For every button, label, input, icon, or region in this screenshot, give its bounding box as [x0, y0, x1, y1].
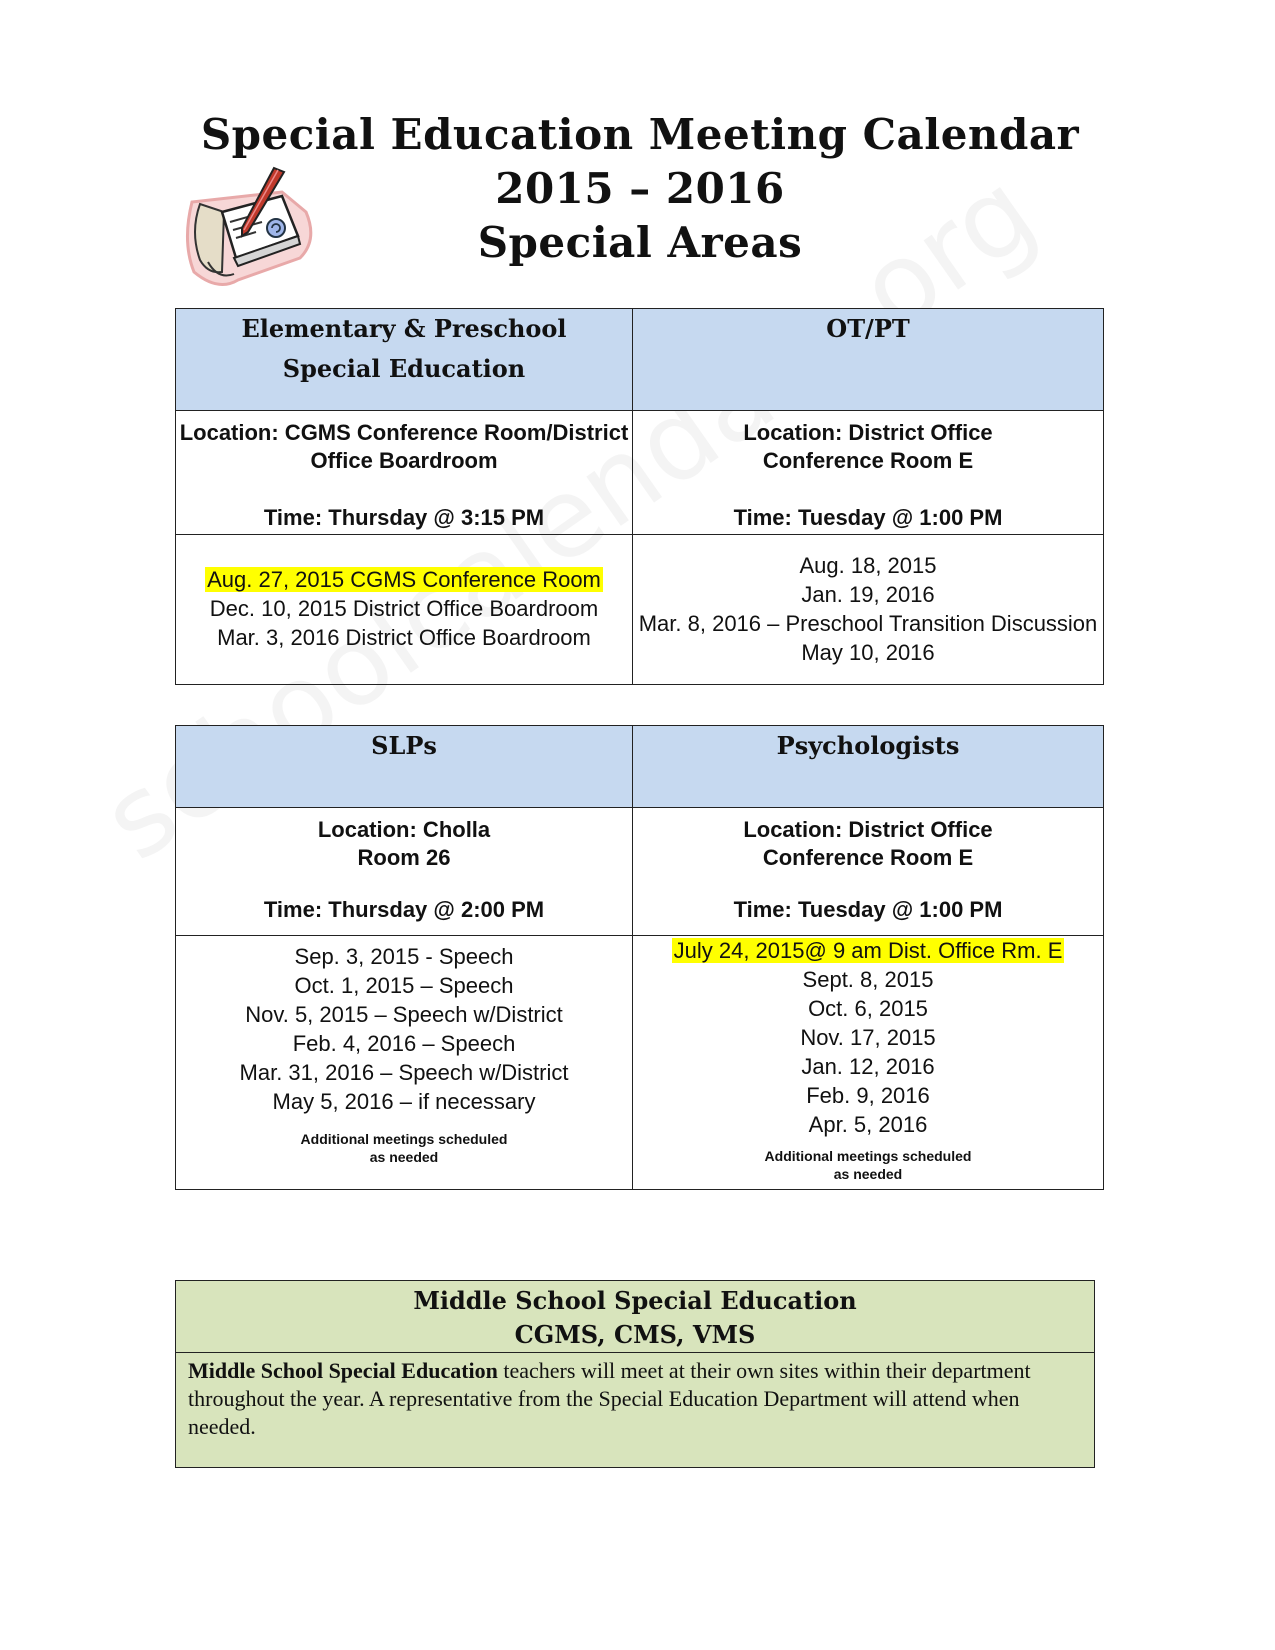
date-item: Nov. 5, 2015 – Speech w/District	[245, 1002, 563, 1027]
slps-info	[176, 808, 633, 936]
slps-note-line-1: Additional meetings scheduled	[300, 1131, 508, 1147]
schedule-table-2	[175, 725, 1104, 1190]
psychologists-time: Time: Tuesday @ 1:00 PM	[733, 897, 1003, 922]
slps-note-line-2: as needed	[369, 1149, 439, 1165]
elementary-info	[176, 411, 633, 535]
date-item: Apr. 5, 2016	[808, 1112, 928, 1137]
slps-dates	[176, 936, 633, 1190]
elementary-location-line-1: Location: CGMS Conference Room/District	[179, 420, 629, 445]
slps-location-line-1: Location: Cholla	[317, 817, 491, 842]
date-item: Sept. 8, 2015	[802, 967, 934, 992]
elementary-heading-line-1: Elementary & Preschool	[241, 314, 567, 343]
page-title	[200, 108, 1080, 270]
psychologists-location-line-2: Conference Room E	[762, 845, 974, 870]
date-item: Dec. 10, 2015 District Office Boardroom	[209, 596, 599, 621]
title-line-2: 2015 – 2016	[495, 164, 785, 213]
middle-school-body	[176, 1353, 1094, 1445]
psychologists-location-line-1: Location: District Office	[743, 817, 993, 842]
middle-school-body-bold: Middle School Special Education	[188, 1358, 498, 1383]
date-item: May 10, 2016	[801, 640, 935, 665]
elementary-location-line-2: Office Boardroom	[310, 448, 498, 473]
psychologists-dates	[633, 936, 1104, 1190]
date-item: May 5, 2016 – if necessary	[272, 1089, 536, 1114]
psychologists-info	[633, 808, 1104, 936]
psychologists-note-line-2: as needed	[833, 1166, 903, 1182]
middle-school-body-text: teachers will meet at their own sites within their department throughout the year. A representative from the Special Education Department will attend when needed.	[188, 1358, 1031, 1439]
slps-heading: SLPs	[176, 726, 633, 808]
psychologists-note-line-1: Additional meetings scheduled	[764, 1148, 972, 1164]
psychologists-heading: Psychologists	[633, 726, 1104, 808]
elementary-time: Time: Thursday @ 3:15 PM	[263, 505, 545, 530]
date-item: Oct. 1, 2015 – Speech	[294, 973, 514, 998]
date-item: Feb. 9, 2016	[806, 1083, 930, 1108]
otpt-location-line-2: Conference Room E	[762, 448, 974, 473]
title-line-1: Special Education Meeting Calendar	[200, 110, 1080, 159]
elementary-heading-line-2: Special Education	[282, 354, 526, 383]
date-item: Aug. 27, 2015 CGMS Conference Room	[207, 567, 601, 592]
schedule-table-1	[175, 308, 1104, 685]
title-line-3: Special Areas	[477, 218, 803, 267]
date-item: Nov. 17, 2015	[800, 1025, 936, 1050]
otpt-time: Time: Tuesday @ 1:00 PM	[733, 505, 1003, 530]
otpt-dates	[633, 535, 1104, 685]
date-item: Sep. 3, 2015 - Speech	[294, 944, 514, 969]
otpt-info	[633, 411, 1104, 535]
middle-school-heading-line-2: CGMS, CMS, VMS	[514, 1320, 756, 1349]
date-item: Jan. 19, 2016	[801, 582, 935, 607]
date-item: Mar. 8, 2016 – Preschool Transition Discussion	[638, 611, 1098, 636]
date-item: Mar. 3, 2016 District Office Boardroom	[217, 625, 591, 650]
elementary-dates	[176, 535, 633, 685]
otpt-heading: OT/PT	[633, 309, 1104, 411]
slps-location-line-2: Room 26	[357, 845, 451, 870]
date-item: Jan. 12, 2016	[801, 1054, 935, 1079]
date-item: Oct. 6, 2015	[808, 996, 928, 1021]
date-item: July 24, 2015@ 9 am Dist. Office Rm. E	[673, 938, 1063, 963]
date-item: Aug. 18, 2015	[799, 553, 937, 578]
otpt-location-line-1: Location: District Office	[743, 420, 993, 445]
date-item: Mar. 31, 2016 – Speech w/District	[239, 1060, 569, 1085]
middle-school-heading-line-1: Middle School Special Education	[413, 1286, 857, 1315]
middle-school-box	[175, 1280, 1095, 1468]
date-item: Feb. 4, 2016 – Speech	[292, 1031, 516, 1056]
middle-school-heading	[176, 1281, 1094, 1353]
slps-time: Time: Thursday @ 2:00 PM	[263, 897, 545, 922]
elementary-heading	[176, 309, 633, 411]
